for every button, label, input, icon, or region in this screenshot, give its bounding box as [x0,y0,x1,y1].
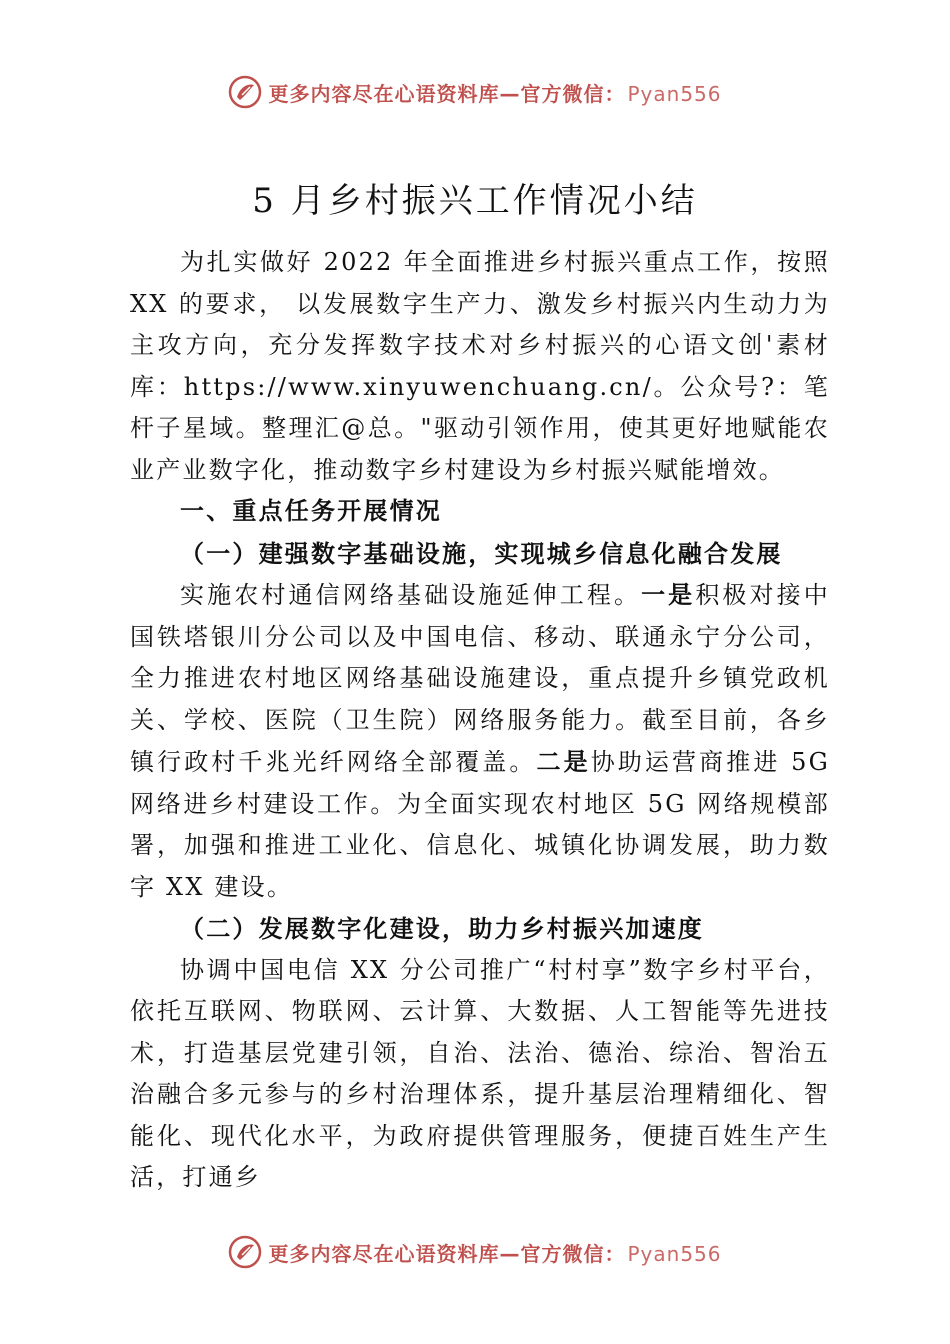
emphasis-second: 二是 [536,747,591,776]
document-body [130,242,830,1199]
document-title: 5 月乡村振兴工作情况小结 [252,180,698,221]
subsection-heading-2: （二）发展数字化建设，助力乡村振兴加速度 [180,914,704,943]
subsection-heading-1: （一）建强数字基础设施，实现城乡信息化融合发展 [180,538,783,568]
footer-watermark [0,1232,950,1272]
xinyu-logo-icon [228,75,262,109]
section-heading-1: 一、重点任务开展情况 [180,497,442,525]
watermark-text: 更多内容尽在心语资料库—官方微信： Pyan556 [268,1241,722,1266]
subsection-2-paragraph: 协调中国电信 XX 分公司推广“村村享”数字乡村平台，依托互联网、物联网、云计算、大数据、人工智能等先进技术，打造基层党建引领，自治、法治、德治、综治、智治五治融合多元参与的乡村治理体系，提升基层治理精细化、智能化、现代化水平，为政府提供管理服务，便捷百姓生产生活，打通乡 [130,955,830,1191]
header-watermark [0,72,950,112]
watermark-text: 更多内容尽在心语资料库—官方微信： Pyan556 [268,81,722,106]
intro-paragraph: 为扎实做好 2022 年全面推进乡村振兴重点工作，按照 XX 的要求， 以发展数字生产力、激发乡村振兴内生动力为主攻方向，充分发挥数字技术对乡村振兴的心语文创'素材库：https://www.xinyuwenchuang.cn/。公众号?：笔杆子星域。整理汇@总。"驱动引领作用，使其更好地赋能农业产业数字化，推动数字乡村建设为乡村振兴赋能增效。 [130,248,830,484]
emphasis-first: 一是 [641,580,696,609]
xinyu-logo-icon [228,1235,262,1269]
subsection-1-paragraph: 实施农村通信网络基础设施延伸工程。一是积极对接中国铁塔银川分公司以及中国电信、移动、联通永宁分公司，全力推进农村地区网络基础设施建设，重点提升乡镇党政机关、学校、医院（卫生院）网络服务能力。截至目前，各乡镇行政村千兆光纤网络全部覆盖。二是协助运营商推进 5G 网络进乡村建设工作。为全面实现农村地区 5G 网络规模部署，加强和推进工业化、信息化、城镇化协调发展，助力数字 XX 建设。 [130,580,830,901]
